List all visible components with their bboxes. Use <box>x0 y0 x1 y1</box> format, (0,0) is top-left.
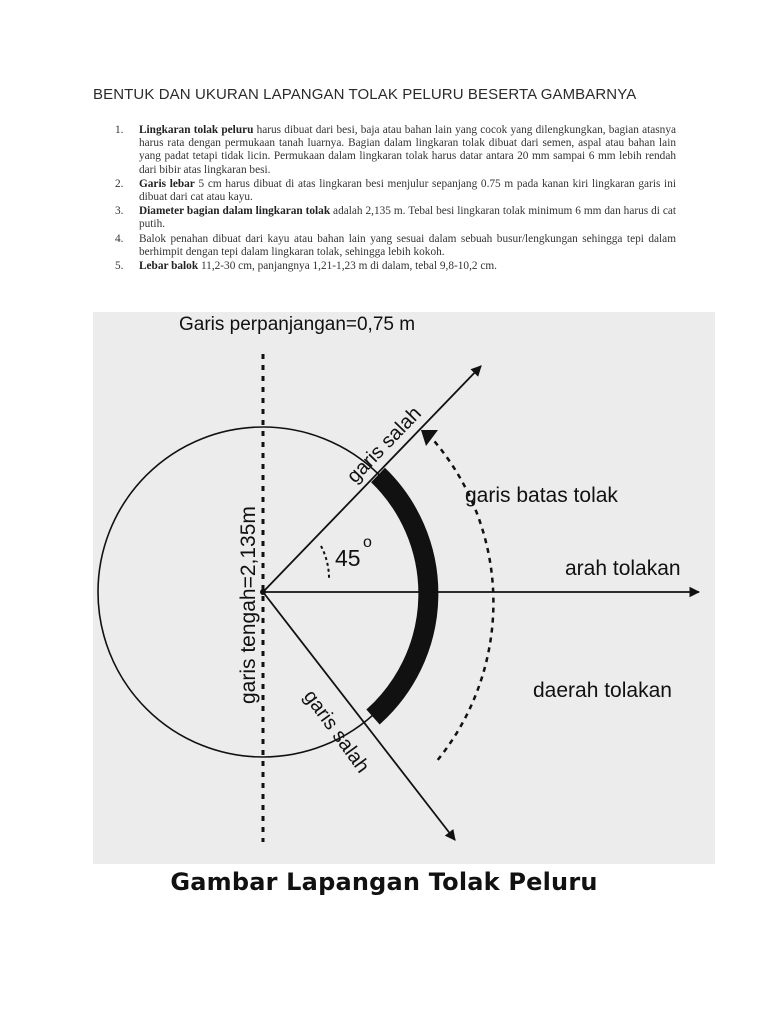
stop-board <box>373 475 428 717</box>
list-item <box>110 124 676 177</box>
list-item-text: adalah 2,135 m. Tebal besi lingkaran tolak minimum 6 mm dan harus di cat putih. <box>139 205 676 231</box>
boundary-label: garis batas tolak <box>465 484 618 507</box>
sector-line-top <box>263 366 481 592</box>
extension-line-label: Garis perpanjangan=0,75 m <box>179 314 416 335</box>
list-number: 2. <box>115 177 124 190</box>
list-item-term: Lingkaran tolak peluru <box>139 124 254 136</box>
list-number: 5. <box>115 260 124 273</box>
area-label: daerah tolakan <box>533 679 672 702</box>
angle-degree-label: o <box>363 534 372 551</box>
diagram-svg <box>93 312 715 864</box>
list-item-text: 5 cm harus dibuat di atas lingkaran besi menjulur sepanjang 0.75 m pada kanan kiri lingkaran garis ini dibuat dari cat atau kayu. <box>139 177 676 204</box>
list-item-text: Balok penahan dibuat dari kayu atau bahan lain yang sesuai dalam sebuah busur/lengkungan sehingga tepi dalam berhimpit dengan tepi dalam lingkaran tolak, sehingga lebih kokoh. <box>139 232 676 258</box>
page-title: BENTUK DAN UKURAN LAPANGAN TOLAK PELURU BESERTA GAMBARNYA <box>93 86 637 103</box>
angle-arc <box>321 546 329 580</box>
wrong-line-top-label: garis salah <box>342 402 426 488</box>
list-item <box>110 260 676 273</box>
list-item <box>110 205 676 231</box>
direction-label: arah tolakan <box>565 557 681 580</box>
wrong-line-bottom-label: garis salah <box>298 686 374 778</box>
list-item-term: Diameter bagian dalam lingkaran tolak <box>139 205 331 218</box>
list-number: 3. <box>115 205 124 218</box>
figure-caption: Gambar Lapangan Tolak Peluru <box>170 868 598 896</box>
spec-list <box>110 124 676 274</box>
list-number: 1. <box>115 124 124 136</box>
list-item-term: Garis lebar <box>139 177 195 190</box>
center-line-label: garis tengah=2,135m <box>237 506 260 704</box>
list-number: 4. <box>115 232 124 245</box>
list-item-text: 11,2-30 cm, panjangnya 1,21-1,23 m di dalam, tebal 9,8-10,2 cm. <box>198 260 498 273</box>
angle-label: 45 <box>335 545 361 571</box>
circle-center-dot <box>260 589 266 595</box>
shot-put-diagram <box>93 312 715 864</box>
list-item <box>110 233 676 259</box>
list-item-text: harus dibuat dari besi, baja atau bahan lain yang cocok yang dilengkungkan, bagian atasnya harus rata dengan permukaan tanah luarnya. Bagian dalam lingkaran tolak dibuat dari semen, aspal atau bahan lain yang padat tetapi tidak licin. Permukaan dalam lingkaran tolak harus datar antara 20 mm sampai 6 mm lebih rendah dari bibir atas lingkaran besi. <box>139 124 676 176</box>
list-item-term: Lebar balok <box>139 260 199 273</box>
list-item <box>110 178 676 204</box>
